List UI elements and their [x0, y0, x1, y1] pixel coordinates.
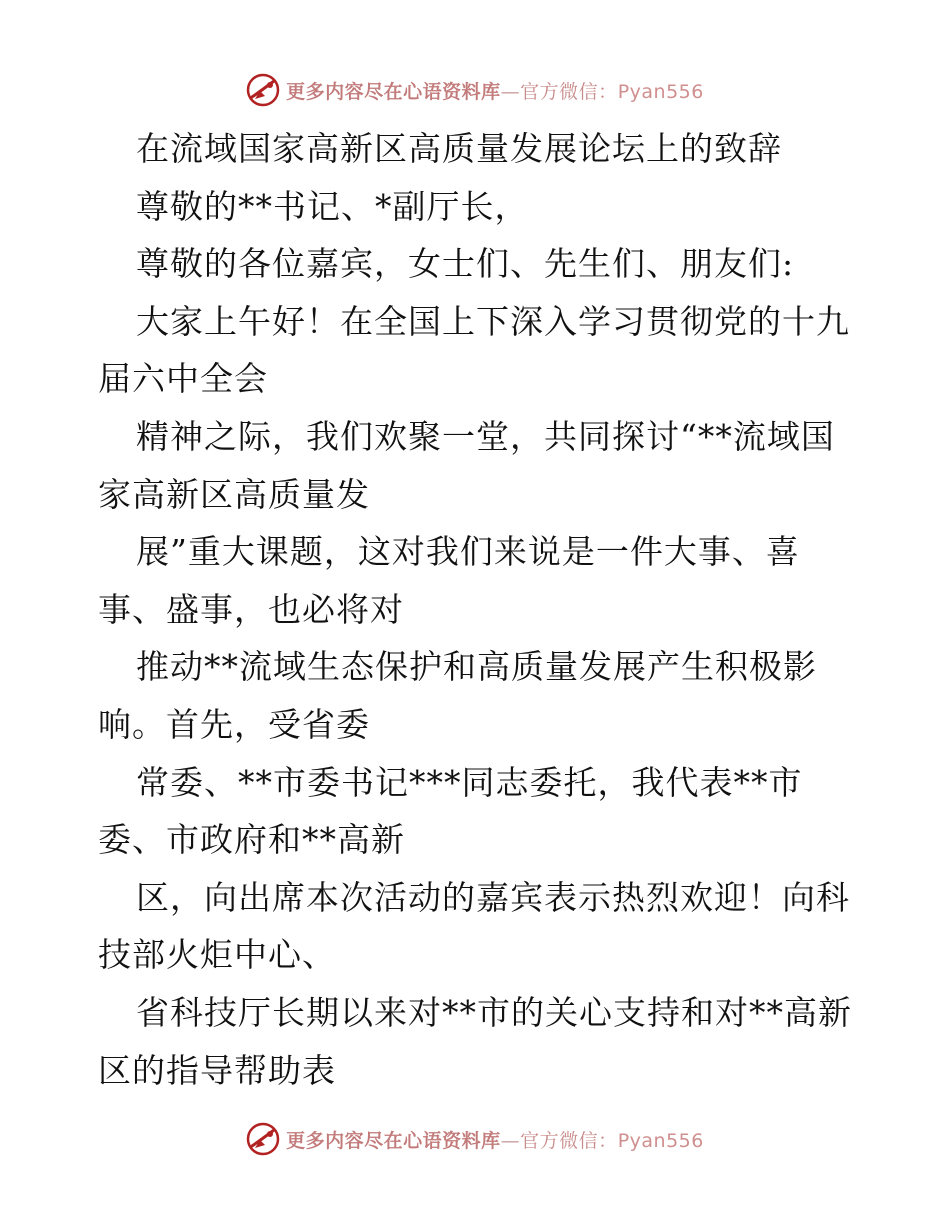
banner-wechat-id: Pyan556	[617, 1129, 704, 1152]
doc-line: 届六中全会	[98, 359, 268, 399]
document-body	[98, 120, 858, 1099]
banner-main-text: 更多内容尽在心语资料库	[286, 80, 501, 103]
footer-banner	[0, 1119, 950, 1159]
doc-line: 家高新区高质量发	[98, 474, 370, 514]
doc-line: 区，向出席本次活动的嘉宾表示热烈欢迎！向科	[136, 877, 850, 917]
doc-line: 精神之际，我们欢聚一堂，共同探讨“**流域国	[136, 416, 835, 456]
doc-line: 推动**流域生态保护和高质量发展产生积极影	[136, 647, 817, 687]
banner-main-text: 更多内容尽在心语资料库	[286, 1129, 501, 1152]
doc-line: 响。首先，受省委	[98, 704, 370, 744]
banner-wechat-label: 官方微信：	[520, 80, 618, 103]
doc-line: 省科技厅长期以来对**市的关心支持和对**高新	[136, 992, 852, 1032]
doc-line: 区的指导帮助表	[98, 1050, 336, 1090]
pen-nib-logo-icon	[246, 1122, 280, 1156]
banner-text	[286, 1126, 704, 1153]
header-banner	[0, 70, 950, 110]
doc-line: 常委、**市委书记***同志委托，我代表**市	[136, 762, 803, 802]
banner-wechat-id: Pyan556	[617, 80, 704, 103]
doc-title: 在流域国家高新区高质量发展论坛上的致辞	[136, 129, 782, 168]
banner-wechat-label: 官方微信：	[520, 1129, 618, 1152]
doc-line: 尊敬的各位嘉宾，女士们、先生们、朋友们:	[136, 244, 795, 284]
pen-nib-logo-icon	[246, 73, 280, 107]
doc-line: 技部火炬中心、	[98, 935, 336, 975]
doc-line: 展”重大课题，这对我们来说是一件大事、喜	[136, 532, 800, 572]
doc-line: 事、盛事，也必将对	[98, 589, 404, 629]
doc-line: 尊敬的**书记、*副厅长，	[136, 186, 529, 226]
banner-text	[286, 77, 704, 104]
doc-line: 委、市政府和**高新	[98, 820, 405, 860]
banner-separator: —	[500, 1129, 521, 1152]
doc-line: 大家上午好！在全国上下深入学习贯彻党的十九	[136, 301, 850, 341]
banner-separator: —	[500, 80, 521, 103]
